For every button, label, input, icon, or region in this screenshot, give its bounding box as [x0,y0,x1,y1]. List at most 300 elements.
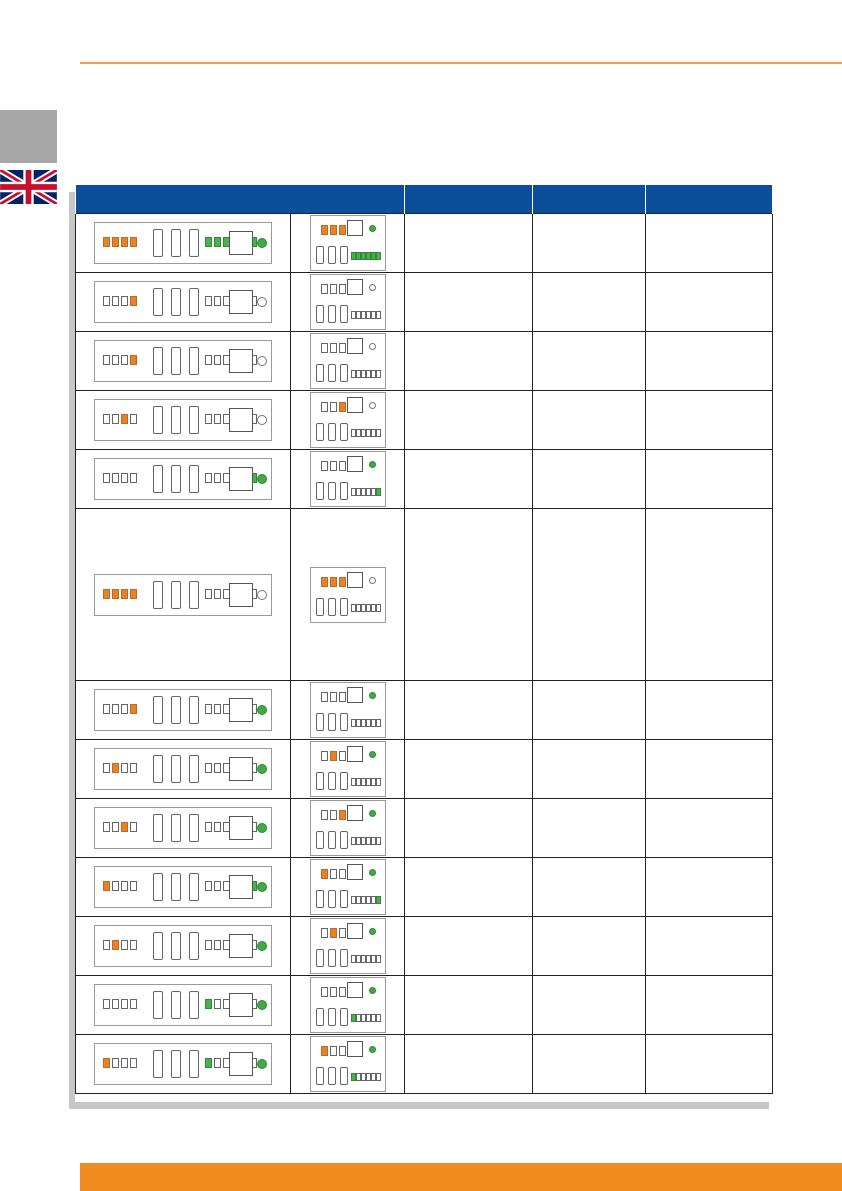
dip-switch[interactable] [330,928,337,938]
dip-switch[interactable] [130,881,137,891]
port-icon [340,482,348,500]
value-cell [405,273,533,332]
table-row [76,976,773,1035]
dip-switch[interactable] [321,577,328,587]
port-icon [328,1067,336,1085]
port-icon [189,696,199,724]
dip-switch[interactable] [321,987,328,997]
dip-switch[interactable] [330,751,337,761]
header-cell-col-2 [405,185,533,214]
top-view-cell [291,332,405,391]
dip-switch[interactable] [112,355,119,365]
dip-switch[interactable] [339,402,346,412]
dip-switch[interactable] [103,589,110,599]
right-switch-bank [351,719,381,727]
dip-switch[interactable] [214,1058,221,1068]
table-header-row [76,185,773,214]
dip-switch[interactable] [205,296,212,306]
dip-switch[interactable] [339,751,346,761]
rj45-jack-icon [347,338,363,354]
port-icon [340,1067,348,1085]
dip-switch[interactable] [376,1073,381,1081]
front-panel-diagram [94,222,272,264]
dip-switch[interactable] [321,810,328,820]
dip-switch[interactable] [376,488,381,496]
value-cell [405,332,533,391]
front-panel-cell [76,858,291,917]
port-icon [189,406,199,434]
port-icon [340,364,348,382]
dip-switch[interactable] [103,1058,110,1068]
rj45-jack-icon [347,923,363,939]
right-switch-bank [351,837,381,845]
status-led-icon [257,882,267,892]
left-switch-bank [103,589,137,599]
dip-switch[interactable] [103,999,110,1009]
front-panel-diagram [94,984,272,1026]
dip-switch[interactable] [121,355,128,365]
port-icon [153,465,163,493]
dip-switch[interactable] [339,869,346,879]
dip-switch[interactable] [330,987,337,997]
value-cell [405,450,533,509]
dip-switch[interactable] [121,822,128,832]
top-view-cell [291,917,405,976]
dip-switch[interactable] [214,414,221,424]
port-icon [316,772,324,790]
status-led-icon [257,356,267,366]
right-switch-bank [351,604,381,612]
top-view-diagram [310,567,386,623]
top-rule [80,62,842,64]
dip-switch[interactable] [376,429,381,437]
front-panel-cell [76,976,291,1035]
top-view-diagram [310,215,386,271]
port-icon [171,696,181,724]
port-icon [189,814,199,842]
value-cell [533,858,646,917]
port-icon [340,423,348,441]
dip-switch[interactable] [321,1046,328,1056]
dip-switch[interactable] [339,810,346,820]
dip-switch[interactable] [130,355,137,365]
rj45-jack-icon [229,408,253,432]
port-icon [189,991,199,1019]
value-cell [646,391,773,450]
dip-switch[interactable] [376,896,381,904]
dip-switch[interactable] [112,704,119,714]
table-row [76,1035,773,1094]
dip-switch[interactable] [376,311,381,319]
dip-switch[interactable] [339,225,346,235]
port-icon [171,288,181,316]
front-panel-cell [76,391,291,450]
dip-switch[interactable] [214,763,221,773]
dip-switch[interactable] [130,414,137,424]
port-icon [316,598,324,616]
rj45-jack-icon [347,687,363,703]
port-icon [328,831,336,849]
value-cell [646,681,773,740]
left-switch-bank [103,704,137,714]
port-icon [340,949,348,967]
status-led-icon [369,577,376,584]
top-view-diagram [310,1036,386,1092]
dip-switch[interactable] [339,343,346,353]
dip-switch[interactable] [339,577,346,587]
top-view-diagram [310,977,386,1033]
value-cell [405,740,533,799]
port-icon [316,890,324,908]
port-icon [328,305,336,323]
dip-switch[interactable] [214,881,221,891]
uk-flag-icon[interactable] [0,170,57,204]
dip-switch[interactable] [121,414,128,424]
front-panel-diagram [94,689,272,731]
value-cell [646,332,773,391]
dip-switch[interactable] [130,237,137,247]
dip-switch[interactable] [121,1058,128,1068]
dip-switch[interactable] [376,370,381,378]
port-icon [171,1050,181,1078]
dip-switch[interactable] [205,589,212,599]
value-cell [533,509,646,681]
dip-switch[interactable] [321,343,328,353]
status-led-icon [257,764,267,774]
dip-switch[interactable] [205,822,212,832]
value-cell [533,799,646,858]
dip-switch[interactable] [112,1058,119,1068]
value-cell [646,858,773,917]
dip-switch[interactable] [376,778,381,786]
rj45-jack-icon [229,875,253,899]
value-cell [646,740,773,799]
value-cell [405,917,533,976]
dip-switch[interactable] [103,940,110,950]
status-led-icon [257,415,267,425]
dip-switch[interactable] [112,822,119,832]
port-icon [153,581,163,609]
port-icon [340,713,348,731]
port-icon [171,465,181,493]
port-icon [316,949,324,967]
top-view-diagram [310,392,386,448]
dip-switch[interactable] [330,810,337,820]
rj45-jack-icon [347,982,363,998]
port-icon [328,423,336,441]
top-view-cell [291,391,405,450]
front-panel-cell [76,214,291,273]
dip-switch[interactable] [205,237,212,247]
rj45-jack-icon [347,572,363,588]
value-cell [405,391,533,450]
dip-switch[interactable] [121,763,128,773]
dip-switch[interactable] [339,1046,346,1056]
dip-switch[interactable] [112,763,119,773]
dip-switch[interactable] [112,473,119,483]
dip-switch[interactable] [330,402,337,412]
rj45-jack-icon [347,746,363,762]
dip-switch[interactable] [130,763,137,773]
top-view-diagram [310,800,386,856]
left-switch-bank [103,940,137,950]
dip-switch[interactable] [330,461,337,471]
dip-switch[interactable] [321,225,328,235]
status-led-icon [369,402,376,409]
port-icon [328,949,336,967]
value-cell [533,681,646,740]
dip-switch[interactable] [330,343,337,353]
dip-switch[interactable] [130,1058,137,1068]
dip-switch[interactable] [130,822,137,832]
top-view-diagram [310,859,386,915]
right-switch-bank [351,1014,381,1022]
dip-switch[interactable] [103,237,110,247]
port-icon [153,406,163,434]
front-panel-diagram [94,574,272,616]
top-view-diagram [310,274,386,330]
value-cell [646,214,773,273]
table-row [76,917,773,976]
rj45-jack-icon [229,993,253,1017]
front-panel-cell [76,740,291,799]
port-icon [316,246,324,264]
port-icon [153,347,163,375]
top-view-diagram [310,333,386,389]
top-view-diagram [310,451,386,507]
dip-switch[interactable] [321,692,328,702]
port-icon [316,423,324,441]
dip-switch[interactable] [321,751,328,761]
port-icon [153,814,163,842]
bottom-bar [80,1163,842,1191]
dip-switch[interactable] [112,237,119,247]
rj45-jack-icon [347,864,363,880]
dip-switch[interactable] [121,237,128,247]
dip-switch[interactable] [103,355,110,365]
value-cell [405,1035,533,1094]
value-cell [405,976,533,1035]
status-led-icon [257,823,267,833]
dip-switch[interactable] [121,999,128,1009]
top-view-cell [291,681,405,740]
dip-switch[interactable] [214,296,221,306]
dip-switch[interactable] [112,296,119,306]
front-panel-cell [76,917,291,976]
dip-switch[interactable] [205,414,212,424]
dip-switch[interactable] [121,704,128,714]
status-led-icon [257,474,267,484]
dip-switch[interactable] [103,822,110,832]
dip-switch[interactable] [205,940,212,950]
left-switch-bank [103,296,137,306]
dip-switch[interactable] [103,704,110,714]
dip-switch[interactable] [112,999,119,1009]
dip-switch[interactable] [376,955,381,963]
dip-switch[interactable] [321,928,328,938]
port-icon [153,932,163,960]
left-switch-bank [103,237,137,247]
front-panel-cell [76,450,291,509]
dip-switch[interactable] [330,225,337,235]
top-view-cell [291,1035,405,1094]
dip-switch[interactable] [330,1046,337,1056]
dip-switch[interactable] [205,1058,212,1068]
port-icon [153,991,163,1019]
status-led-icon [257,1059,267,1069]
port-icon [340,305,348,323]
front-panel-cell [76,509,291,681]
dip-switch[interactable] [130,940,137,950]
dip-switch[interactable] [103,881,110,891]
value-cell [405,681,533,740]
dip-switch[interactable] [205,704,212,714]
dip-switch[interactable] [339,692,346,702]
dip-switch[interactable] [112,589,119,599]
value-cell [646,509,773,681]
table-row [76,450,773,509]
dip-switch[interactable] [376,1014,381,1022]
port-icon [340,1008,348,1026]
dip-switch[interactable] [330,577,337,587]
dip-switch[interactable] [121,296,128,306]
dip-switch[interactable] [205,881,212,891]
dip-switch[interactable] [214,822,221,832]
front-panel-diagram [94,281,272,323]
right-switch-bank [351,955,381,963]
dip-switch[interactable] [321,461,328,471]
rj45-jack-icon [229,290,253,314]
top-view-diagram [310,682,386,738]
dip-switch[interactable] [130,704,137,714]
dip-switch[interactable] [330,692,337,702]
dip-switch[interactable] [214,589,221,599]
status-led-icon [369,343,376,350]
dip-switch[interactable] [214,473,221,483]
dip-switch[interactable] [130,296,137,306]
rj45-jack-icon [229,231,253,255]
port-icon [171,581,181,609]
dip-switch[interactable] [339,928,346,938]
port-icon [340,598,348,616]
dip-switch[interactable] [376,837,381,845]
dip-switch[interactable] [376,719,381,727]
value-cell [405,214,533,273]
dip-switch[interactable] [121,589,128,599]
dip-switch[interactable] [205,999,212,1009]
port-icon [189,581,199,609]
port-icon [153,229,163,257]
dip-switch[interactable] [321,284,328,294]
dip-switch[interactable] [214,237,221,247]
dip-switch[interactable] [112,940,119,950]
dip-switch[interactable] [214,940,221,950]
status-led-icon [369,751,376,758]
status-led-icon [369,869,376,876]
header-cell-col-4 [646,185,773,214]
port-icon [189,465,199,493]
dip-switch[interactable] [130,473,137,483]
rj45-jack-icon [347,805,363,821]
rj45-jack-icon [347,220,363,236]
dip-switch[interactable] [205,355,212,365]
dip-switch[interactable] [103,763,110,773]
top-view-cell [291,273,405,332]
dip-switch[interactable] [205,763,212,773]
dip-switch[interactable] [103,473,110,483]
dip-switch[interactable] [214,355,221,365]
top-view-cell [291,740,405,799]
port-icon [316,831,324,849]
port-icon [189,873,199,901]
port-icon [189,932,199,960]
value-cell [646,917,773,976]
dip-switch[interactable] [339,461,346,471]
dip-switch[interactable] [103,296,110,306]
value-cell [405,858,533,917]
left-switch-bank [103,414,137,424]
dip-switch[interactable] [112,881,119,891]
port-icon [328,598,336,616]
dip-switch[interactable] [330,284,337,294]
dip-switch[interactable] [330,869,337,879]
rj45-jack-icon [347,397,363,413]
front-panel-cell [76,332,291,391]
port-icon [153,288,163,316]
port-icon [328,713,336,731]
port-icon [328,482,336,500]
left-switch-bank [103,1058,137,1068]
dip-switch[interactable] [376,604,381,612]
dip-switch[interactable] [103,414,110,424]
status-led-icon [369,928,376,935]
dip-switch[interactable] [214,999,221,1009]
dip-switch[interactable] [112,414,119,424]
top-view-cell [291,214,405,273]
settings-table [75,185,772,1102]
rj45-jack-icon [229,467,253,491]
dip-switch[interactable] [339,284,346,294]
top-view-cell [291,858,405,917]
dip-switch[interactable] [130,999,137,1009]
status-led-icon [369,1046,376,1053]
dip-switch[interactable] [321,402,328,412]
right-switch-bank [351,370,381,378]
dip-switch[interactable] [121,881,128,891]
port-icon [316,305,324,323]
rj45-jack-icon [229,698,253,722]
dip-switch[interactable] [205,473,212,483]
dip-switch[interactable] [321,869,328,879]
dip-switch[interactable] [339,987,346,997]
table-row [76,273,773,332]
right-switch-bank [351,896,381,904]
dip-switch[interactable] [376,252,381,260]
dip-switch[interactable] [121,940,128,950]
dip-switch[interactable] [214,704,221,714]
top-view-cell [291,799,405,858]
dip-switch[interactable] [130,589,137,599]
value-cell [533,450,646,509]
front-panel-diagram [94,340,272,382]
language-tab[interactable] [0,110,57,163]
status-led-icon [369,284,376,291]
port-icon [171,814,181,842]
right-switch-bank [351,311,381,319]
port-icon [153,1050,163,1078]
dip-switch[interactable] [121,473,128,483]
rj45-jack-icon [229,583,253,607]
